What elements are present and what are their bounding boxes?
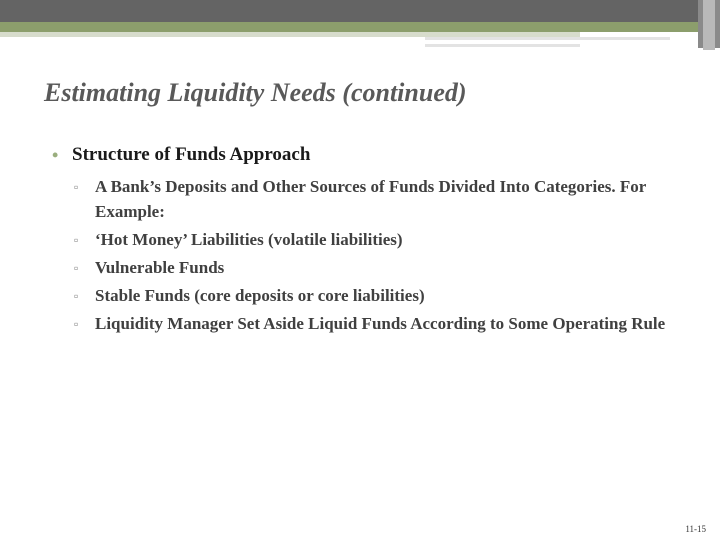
sub-bullet-item — [74, 255, 692, 280]
hollow-square-bullet-icon: ▫ — [74, 289, 79, 303]
hollow-square-bullet-icon: ▫ — [74, 180, 79, 194]
sub-bullet-text: Vulnerable Funds — [95, 258, 225, 277]
sub-bullet-text: ‘Hot Money’ Liabilities (volatile liabilities) — [95, 230, 403, 249]
slide-body — [52, 142, 692, 339]
sub-bullet-item — [74, 283, 692, 308]
main-bullet-text: Structure of Funds Approach — [72, 144, 311, 165]
sub-bullet-item — [74, 227, 692, 252]
sub-bullet-text: Liquidity Manager Set Aside Liquid Funds According to Some Operating Rule — [95, 314, 666, 333]
bullet-dot-icon: • — [52, 145, 59, 165]
main-bullet — [52, 142, 692, 168]
top-thin-bar-3 — [425, 44, 580, 47]
top-thin-bar-2 — [425, 37, 670, 40]
sub-bullet-list — [52, 174, 692, 336]
top-green-bar — [0, 22, 720, 32]
sub-bullet-text: Stable Funds (core deposits or core liabilities) — [95, 286, 425, 305]
hollow-square-bullet-icon: ▫ — [74, 261, 79, 275]
page-number: 11-15 — [685, 524, 706, 534]
sub-bullet-item — [74, 174, 692, 224]
slide-title: Estimating Liquidity Needs (continued) — [44, 78, 467, 107]
sub-bullet-item — [74, 311, 692, 336]
hollow-square-bullet-icon: ▫ — [74, 233, 79, 247]
top-dark-bar — [0, 0, 720, 22]
sub-bullet-text: A Bank’s Deposits and Other Sources of Funds Divided Into Categories. For Example: — [95, 177, 646, 221]
corner-decoration-inner — [703, 0, 715, 50]
hollow-square-bullet-icon: ▫ — [74, 317, 79, 331]
